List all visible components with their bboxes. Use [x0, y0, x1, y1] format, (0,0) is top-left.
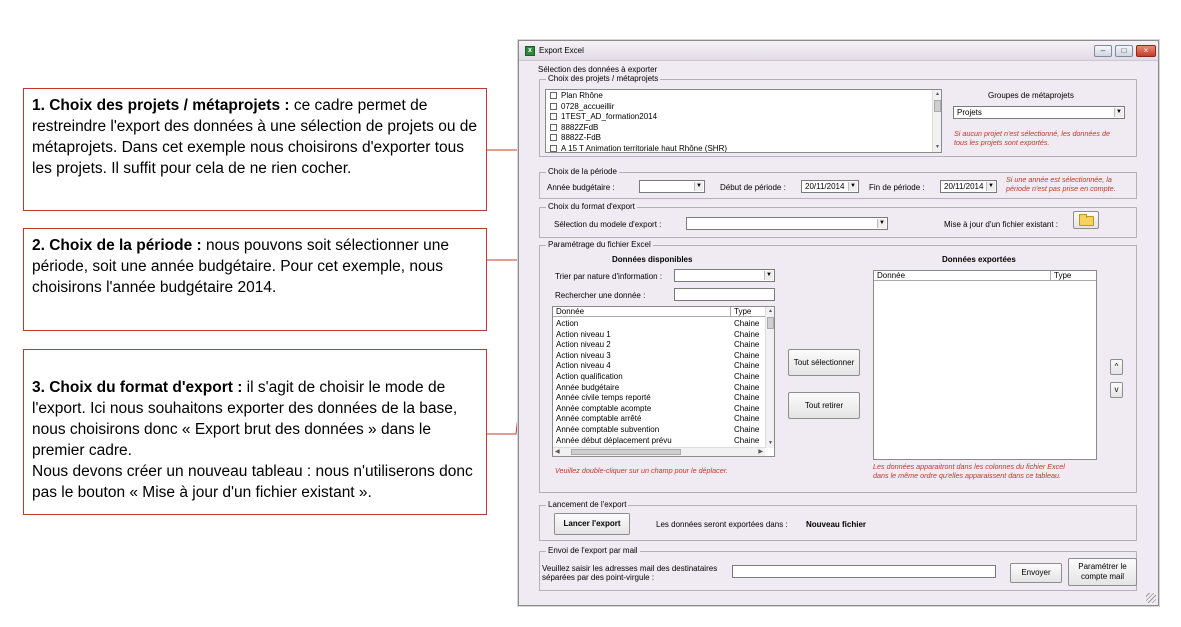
budget-year-label: Année budgétaire :	[547, 183, 615, 192]
start-date-value: 20/11/2014	[805, 182, 845, 191]
period-legend: Choix de la période	[548, 167, 617, 176]
table-row[interactable]: Année budgétaire Chaine	[556, 382, 760, 392]
grid-header	[553, 307, 774, 317]
callout-title: 2. Choix de la période :	[32, 237, 202, 254]
groups-value: Projets	[957, 108, 982, 117]
sort-label: Trier par nature d'information :	[555, 272, 663, 281]
grid-header	[874, 271, 1096, 281]
open-folder-button[interactable]	[1073, 211, 1099, 229]
excel-icon: x	[525, 46, 535, 56]
period-note: Si une année est sélectionnée, la période n'est pas prise en compte.	[1006, 175, 1116, 193]
destination-label: Les données seront exportées dans :	[656, 520, 788, 529]
table-row[interactable]: Année civile temps reporté Chaine	[556, 393, 760, 403]
projects-legend: Choix des projets / métaprojets	[548, 74, 659, 83]
format-legend: Choix du format d'export	[548, 202, 635, 211]
grid-horizontal-scrollbar[interactable]	[553, 447, 765, 456]
selection-label: Sélection des données à exporter	[538, 65, 658, 74]
mail-label: Veuillez saisir les adresses mail des destinataires séparées par des point-virgule :	[542, 564, 718, 582]
scroll-thumb[interactable]	[767, 317, 774, 329]
budget-year-select[interactable]	[639, 180, 705, 193]
scroll-down-icon[interactable]: ▼	[768, 440, 773, 446]
move-down-button[interactable]: v	[1110, 382, 1123, 398]
projects-scrollbar[interactable]	[932, 90, 941, 152]
exported-data-grid[interactable]	[873, 270, 1097, 460]
left-note: Veuillez double-cliquer sur un champ pour le déplacer.	[555, 466, 728, 475]
groups-label: Groupes de métaprojets	[988, 91, 1074, 100]
select-all-button[interactable]: Tout sélectionner	[788, 349, 860, 376]
callout-text: ce cadre permet de restreindre l'export des données à une sélection de projets ou de métaprojets. Dans cet exemple nous choisirons d'exporter tous les projets. Il suffit pour cela de ne rien cocher.	[32, 97, 477, 177]
launch-export-button[interactable]: Lancer l'export	[554, 513, 630, 535]
callout-period	[23, 228, 487, 331]
scroll-right-icon[interactable]: ▶	[758, 449, 763, 455]
projects-fieldset	[539, 74, 1137, 157]
list-item[interactable]: Plan Rhône	[550, 91, 603, 100]
model-label: Sélection du modele d'export :	[554, 220, 662, 229]
projects-note: Si aucun projet n'est sélectionné, les données de tous les projets sont exportés.	[954, 129, 1111, 147]
update-label: Mise à jour d'un fichier existant :	[944, 220, 1059, 229]
mail-fieldset	[539, 546, 1137, 591]
list-item[interactable]: 8882Z-FdB	[550, 133, 601, 142]
end-label: Fin de période :	[869, 183, 925, 192]
minimize-button[interactable]: –	[1094, 45, 1112, 57]
scroll-thumb[interactable]	[934, 100, 941, 112]
excel-settings-fieldset	[539, 240, 1137, 493]
close-button[interactable]: ×	[1136, 45, 1156, 57]
launch-legend: Lancement de l'export	[548, 500, 627, 509]
chevron-down-icon[interactable]: ▼	[986, 182, 995, 191]
search-input[interactable]	[674, 288, 775, 301]
column-header-type[interactable]: Type	[1054, 271, 1072, 280]
end-date-picker[interactable]	[940, 180, 997, 193]
chevron-down-icon[interactable]: ▼	[848, 182, 857, 191]
grid-vertical-scrollbar[interactable]	[765, 307, 774, 448]
scroll-up-icon[interactable]: ▲	[935, 91, 940, 97]
maximize-button[interactable]: □	[1115, 45, 1133, 57]
table-row[interactable]: Année comptable acompte Chaine	[556, 403, 760, 413]
table-row[interactable]: Action niveau 4 Chaine	[556, 361, 760, 371]
table-row[interactable]: Année comptable arrêté Chaine	[556, 414, 760, 424]
move-up-button[interactable]: ^	[1110, 359, 1123, 375]
table-row[interactable]: Action niveau 3 Chaine	[556, 350, 760, 360]
right-note: Les données apparaitront dans les colonnes du fichier Excel dans le même ordre qu'elles apparaissent dans ce tableau.	[873, 462, 1065, 480]
mail-recipients-input[interactable]	[732, 565, 996, 578]
end-date-value: 20/11/2014	[944, 182, 984, 191]
callout-projects	[23, 88, 487, 211]
window-title: Export Excel	[539, 46, 584, 55]
list-item[interactable]: 0728_accueillir	[550, 102, 614, 111]
resize-grip-icon[interactable]	[1146, 593, 1156, 603]
exported-title: Données exportées	[942, 255, 1016, 264]
projects-list[interactable]	[545, 89, 942, 153]
table-row[interactable]: Action Chaine	[556, 319, 760, 328]
export-excel-window	[518, 40, 1159, 606]
checkbox[interactable]	[550, 134, 557, 141]
callout-text: il s'agit de choisir le mode de l'export. Ici nous souhaitons exporter des données de la base, nous choisirons donc « Export brut des données » dans le premier cadre. Nous devons créer un nouveau tableau : nous n'utiliserons donc pas le bouton « Mise à jour d'un fichier existant ».	[32, 379, 473, 501]
groups-select[interactable]	[953, 106, 1125, 119]
table-row[interactable]: Action niveau 1 Chaine	[556, 329, 760, 339]
format-fieldset	[539, 202, 1137, 238]
configure-mail-button[interactable]: Paramétrer le compte mail	[1068, 558, 1137, 586]
checkbox[interactable]	[550, 124, 557, 131]
available-title: Données disponibles	[612, 255, 693, 264]
list-item[interactable]: 1TEST_AD_formation2014	[550, 112, 657, 121]
list-item[interactable]: A 15 T Animation territoriale haut Rhône (SHR)	[550, 144, 727, 153]
destination-value: Nouveau fichier	[806, 520, 867, 529]
chevron-down-icon[interactable]: ▼	[694, 182, 703, 191]
scroll-up-icon[interactable]: ▲	[768, 308, 773, 314]
chevron-down-icon[interactable]: ▼	[764, 271, 773, 280]
list-item[interactable]: 8882ZFdB	[550, 123, 598, 132]
start-label: Début de période :	[720, 183, 786, 192]
folder-icon	[1079, 216, 1094, 226]
callout-title: 3. Choix du format d'export :	[32, 379, 243, 396]
checkbox[interactable]	[550, 92, 557, 99]
chevron-down-icon[interactable]: ▼	[1114, 108, 1123, 117]
send-mail-button[interactable]: Envoyer	[1010, 563, 1062, 583]
scroll-down-icon[interactable]: ▼	[935, 144, 940, 150]
callout-format	[23, 349, 487, 515]
table-row[interactable]: Action niveau 2 Chaine	[556, 340, 760, 350]
chevron-down-icon[interactable]: ▼	[877, 219, 886, 228]
table-row[interactable]: Action qualification Chaine	[556, 372, 760, 381]
scroll-thumb[interactable]	[571, 449, 681, 455]
table-row[interactable]: Année début déplacement prévu Chaine	[556, 435, 760, 445]
title-bar[interactable]	[519, 41, 1158, 61]
remove-all-button[interactable]: Tout retirer	[788, 392, 860, 419]
excel-legend: Paramétrage du fichier Excel	[548, 240, 651, 249]
search-label: Rechercher une donnée :	[555, 291, 646, 300]
launch-fieldset	[539, 500, 1137, 541]
column-header-type[interactable]: Type	[731, 307, 766, 317]
checkbox[interactable]	[550, 113, 557, 120]
sort-select[interactable]	[674, 269, 775, 282]
scroll-left-icon[interactable]: ◀	[555, 449, 560, 455]
column-header-data[interactable]: Donnée	[874, 271, 1051, 281]
model-select[interactable]	[686, 217, 888, 230]
column-header-data[interactable]: Donnée	[553, 307, 731, 317]
checkbox[interactable]	[550, 103, 557, 110]
callout-text: nous pouvons soit sélectionner une période, soit une année budgétaire. Pour cet exemple, nous choisirons l'année budgétaire 2014.	[32, 237, 449, 296]
table-row[interactable]: Année comptable subvention Chaine	[556, 425, 760, 434]
checkbox[interactable]	[550, 145, 557, 152]
available-data-grid[interactable]	[552, 306, 775, 457]
period-fieldset	[539, 167, 1137, 199]
mail-legend: Envoi de l'export par mail	[548, 546, 638, 555]
callout-title: 1. Choix des projets / métaprojets :	[32, 97, 290, 114]
start-date-picker[interactable]	[801, 180, 859, 193]
